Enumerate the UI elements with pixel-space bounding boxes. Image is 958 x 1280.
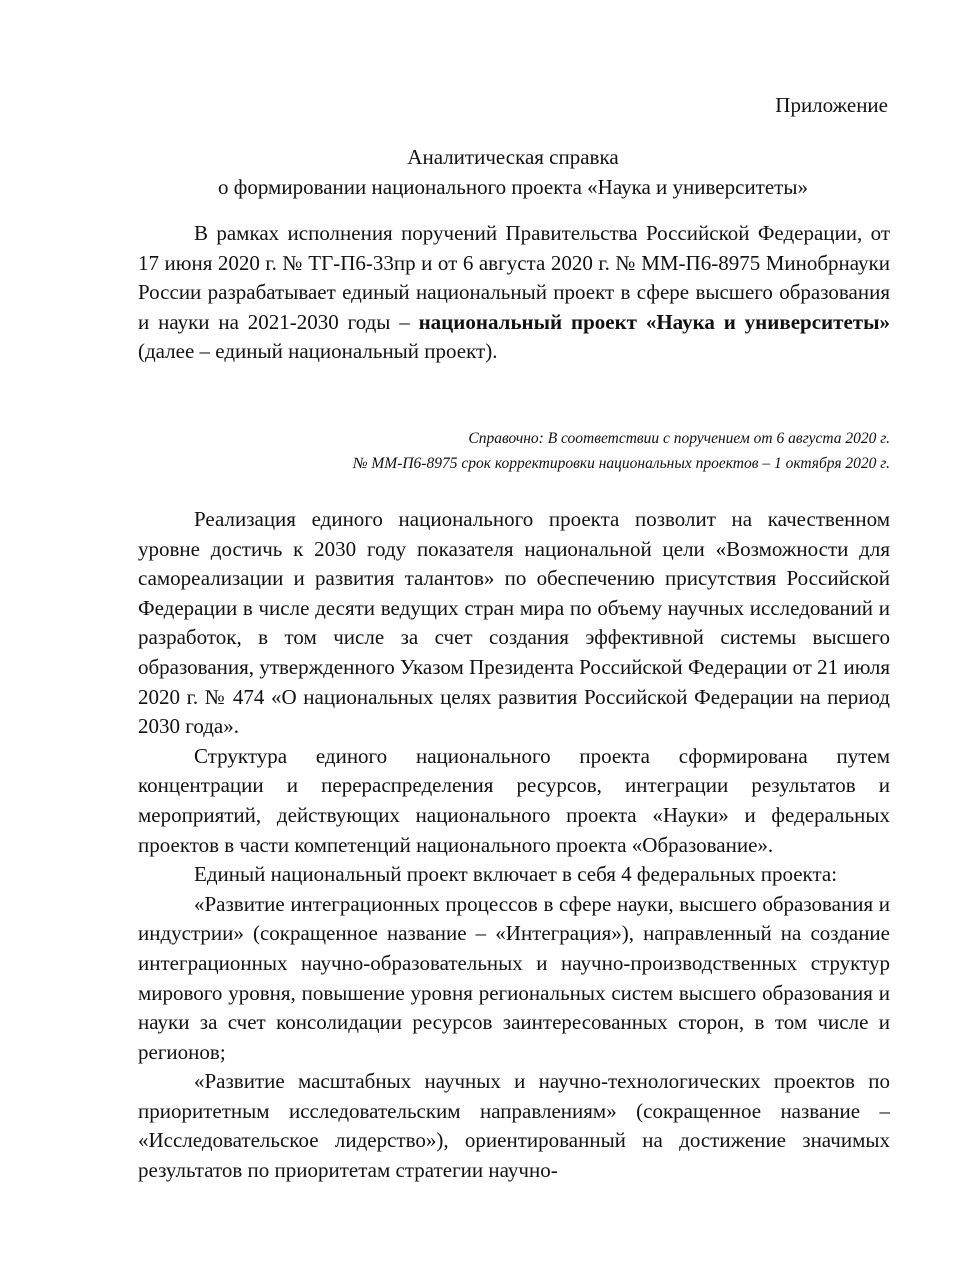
reference-note (190, 426, 890, 476)
note-line-2: № ММ-П6-8975 срок корректировки национальных проектов – 1 октября 2020 г. (352, 455, 890, 472)
paragraph-research-leadership: «Развитие масштабных научных и научно-технологических проектов по приоритетным исследовательским направлениям» (сокращенное название – «Исследовательское лидерство»), ориентированный на достижение значимых результатов по приоритетам стратегии научно- (138, 1069, 890, 1183)
paragraph-integration: «Развитие интеграционных процессов в сфере науки, высшего образования и индустрии» (сокращенное название – «Интеграция»), направленный на создание интеграционных научно-образовательных и научно-производственных структур мирового уровня, повышение уровня региональных систем высшего образования и науки за счет консолидации ресурсов заинтересованных сторон, в том числе и регионов; (138, 891, 890, 1064)
intro-paragraph (138, 219, 890, 367)
title-line-2: о формировании национального проекта «Наука и университеты» (218, 175, 808, 199)
paragraph-implementation: Реализация единого национального проекта позволит на качественном уровне достичь к 2030 году показателя национальной цели «Возможности для самореализации и развития талантов» по обеспечению присутствия Российской Федерации в числе десяти ведущих стран мира по объему научных исследований и разработок, в том числе за счет создания эффективной системы высшего образования, утвержденного Указом Президента Российской Федерации от 21 июля 2020 г. № 474 «О национальных целях развития Российской Федерации на период 2030 года». (138, 507, 890, 739)
note-line-1: Справочно: В соответствии с поручением от 6 августа 2020 г. (468, 430, 890, 447)
main-body (138, 505, 890, 1186)
intro-text-after: (далее – единый национальный проект). (138, 339, 498, 364)
project-name-bold: национальный проект «Наука и университеты» (418, 309, 890, 334)
paragraph-structure: Структура единого национального проекта сформирована путем концентрации и перераспределения ресурсов, интеграции результатов и мероприятий, действующих национального проекта «Науки» и федеральных проектов в части компетенций национального проекта «Образование». (138, 743, 890, 857)
title-line-1: Аналитическая справка (407, 145, 619, 169)
document-title (0, 142, 958, 202)
paragraph-federal-projects: Единый национальный проект включает в себя 4 федеральных проекта: (194, 862, 838, 887)
intro-text-before: В рамках исполнения поручений Правительства Российской Федерации, от 17 июня 2020 г. № ТГ-П6-33пр и от 6 августа 2020 г. № ММ-П6-8975 Минобрнауки России разрабатывает единый национальный проект в сфере высшего образования и науки на 2021-2030 годы – (138, 221, 890, 334)
appendix-label: Приложение (775, 93, 888, 117)
